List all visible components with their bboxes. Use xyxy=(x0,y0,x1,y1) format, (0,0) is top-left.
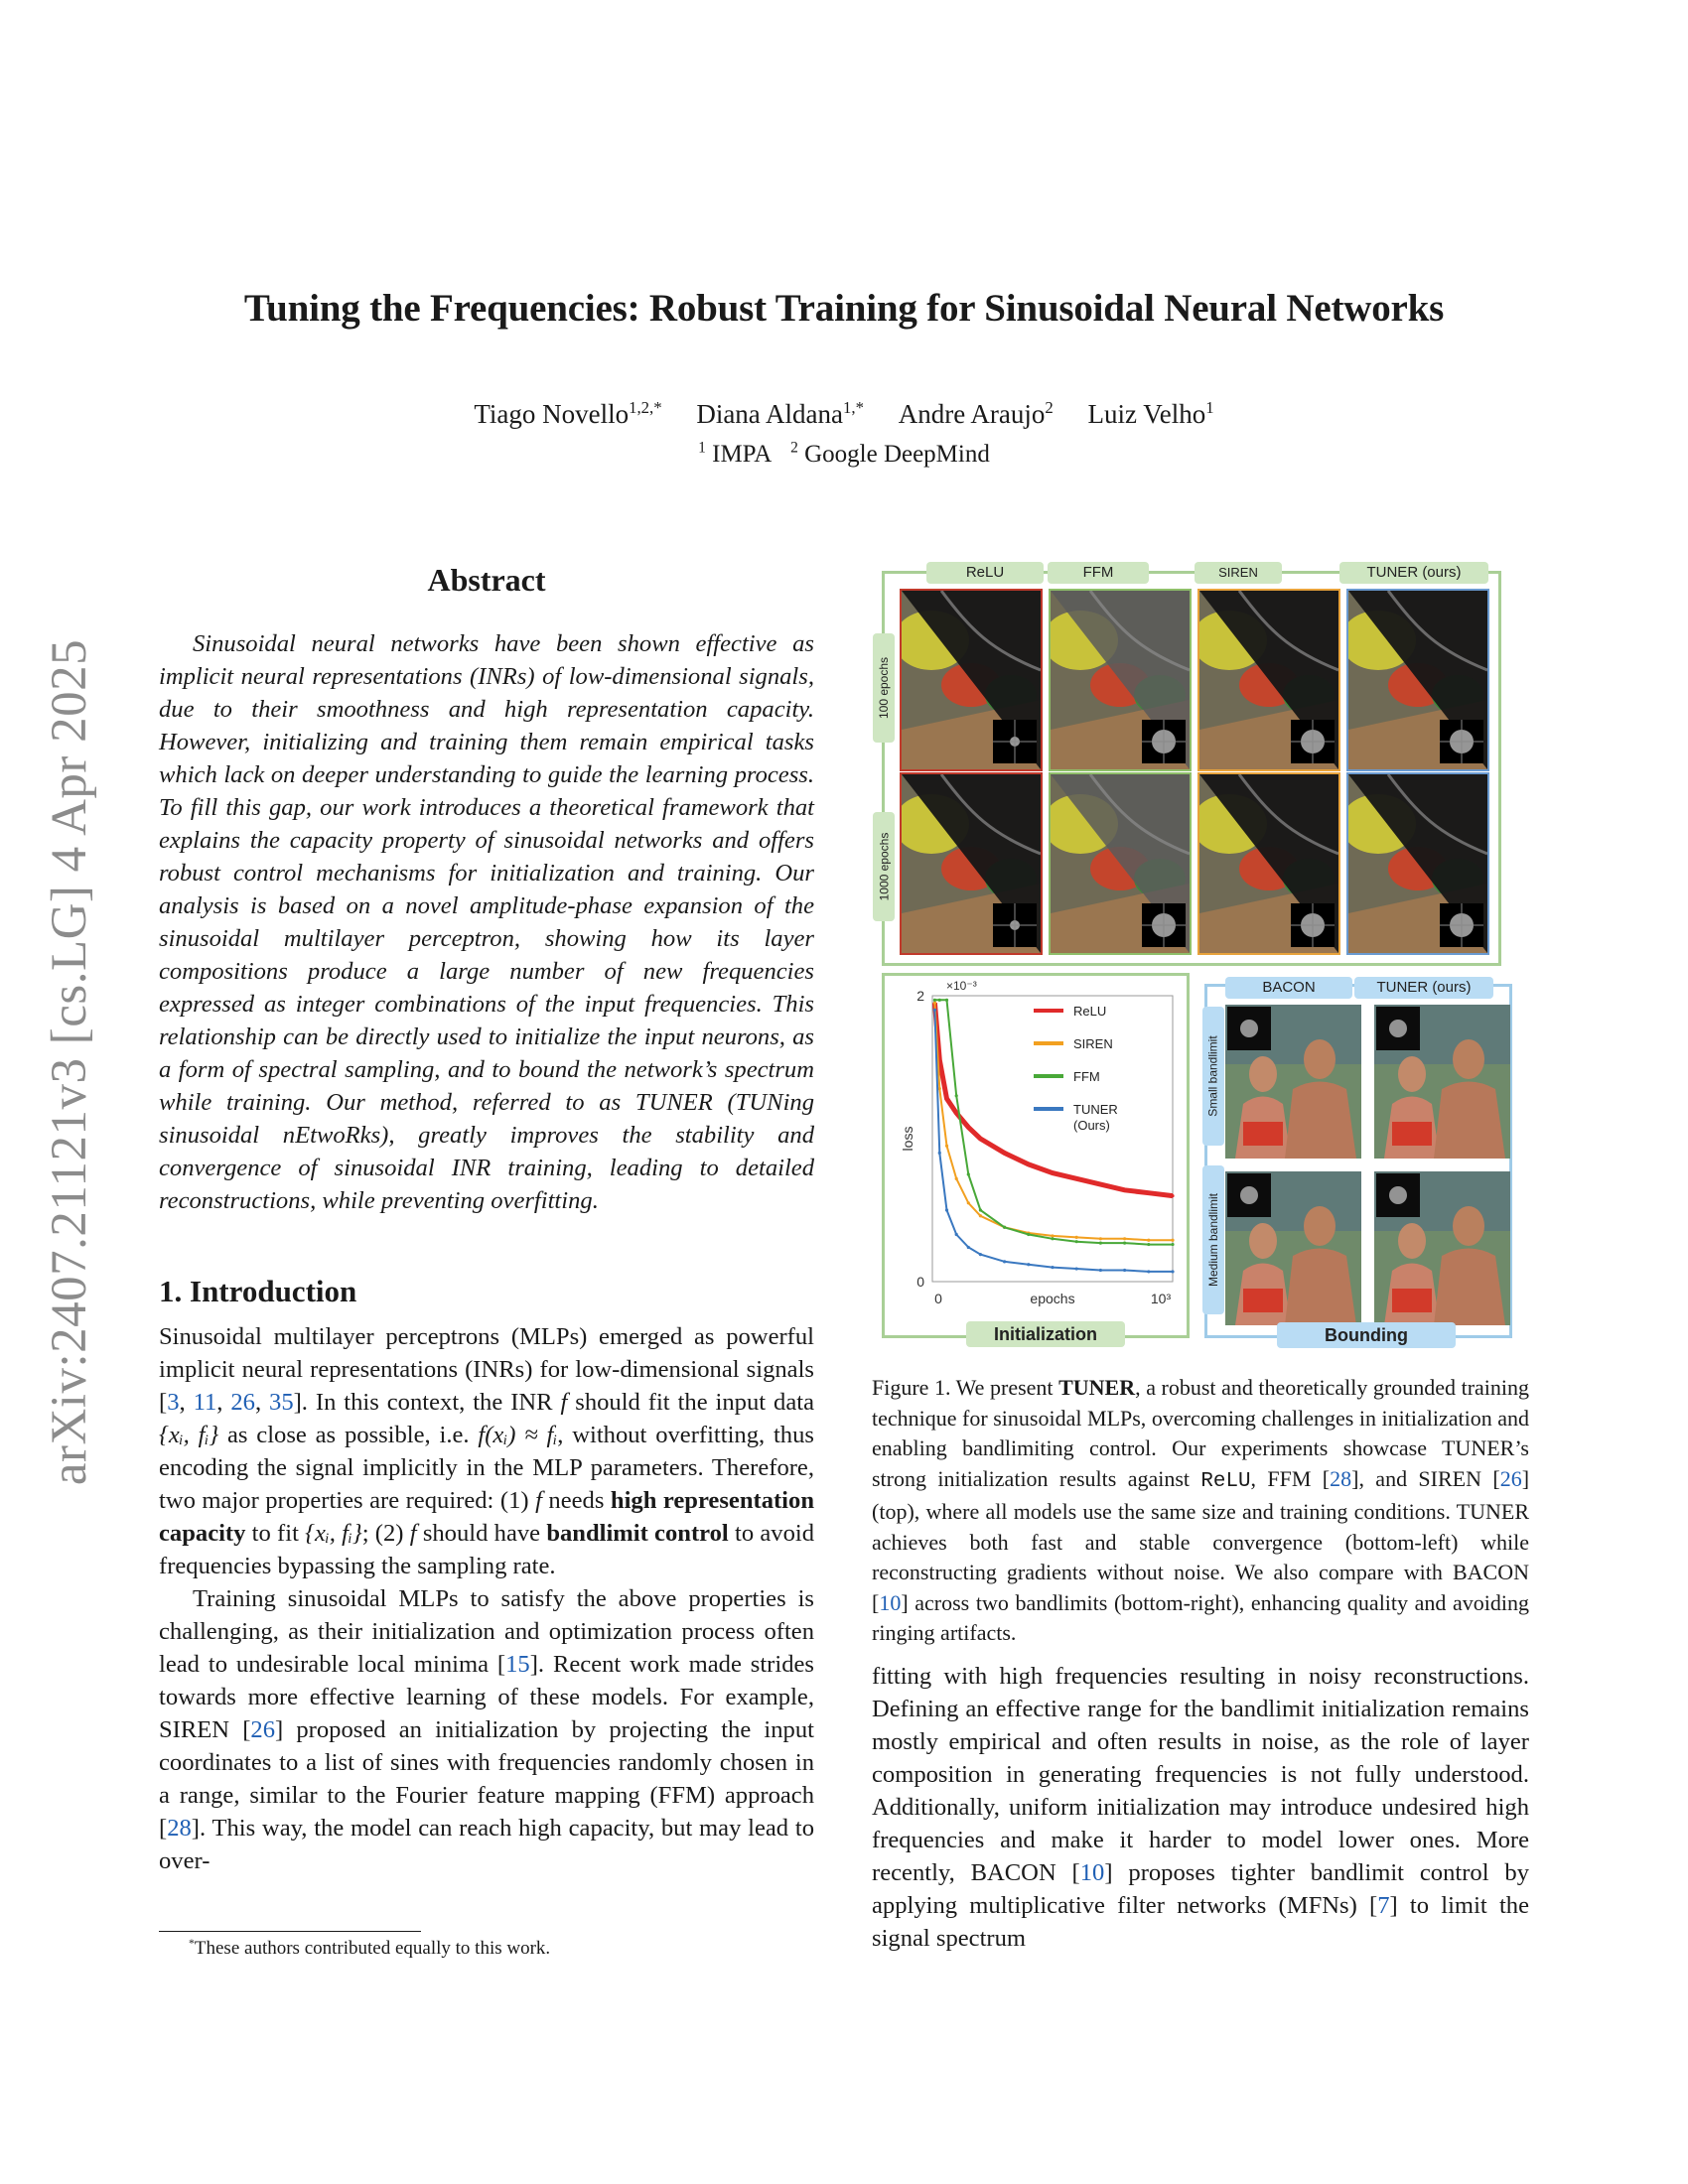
data-point xyxy=(1075,1177,1078,1180)
data-point xyxy=(1147,1191,1150,1194)
author-list xyxy=(159,399,1529,430)
intro-paragraph-1: Sinusoidal multilayer perceptrons (MLPs) emerged as powerful implicit neural representations (INRs) for low-dimensional signals [3, 11, 26, 35]. In this context, the INR f should fit the input data {xᵢ, fᵢ} as close as possible, i.e. f(xᵢ) ≈ fᵢ, without overfitting, thus encoding the signal implicitly in the MLP parameters. Therefore, two major properties are required: (1) f needs high representation capacity to fit {xᵢ, fᵢ}; (2) f should have bandlimit control to avoid frequencies bypassing the sampling rate. xyxy=(159,1323,814,1579)
comparison-tile xyxy=(1197,772,1340,955)
arxiv-stamp xyxy=(42,596,97,1529)
data-point xyxy=(1171,1243,1174,1246)
affil-sup: 2 xyxy=(790,439,798,457)
data-point xyxy=(1027,1233,1030,1236)
comparison-tile xyxy=(1346,772,1489,955)
author xyxy=(1088,399,1214,429)
legend-label: (Ours) xyxy=(1073,1118,1110,1133)
author-name: Tiago Novello xyxy=(474,399,630,429)
footnote-rule xyxy=(159,1931,421,1932)
column-label: BACON xyxy=(1225,977,1352,999)
data-point xyxy=(1147,1270,1150,1273)
series-line-1 xyxy=(934,1003,1173,1240)
data-point xyxy=(1099,1182,1102,1185)
data-point xyxy=(933,1002,936,1005)
y-scale-label: ×10⁻³ xyxy=(946,979,977,993)
column-label: TUNER (ours) xyxy=(1339,562,1488,584)
data-point xyxy=(1171,1270,1174,1273)
legend-label: SIREN xyxy=(1073,1036,1113,1051)
data-point xyxy=(979,1208,982,1211)
citation-link[interactable]: 7 xyxy=(1377,1892,1390,1919)
author-name: Diana Aldana xyxy=(696,399,844,429)
initialization-label: Initialization xyxy=(966,1321,1125,1347)
data-point xyxy=(1171,1239,1174,1242)
citation-link[interactable]: 11 xyxy=(193,1389,217,1416)
abstract-heading: Abstract xyxy=(427,562,546,598)
column-label: ReLU xyxy=(926,562,1044,584)
comparison-tile xyxy=(1197,589,1340,771)
citation-link[interactable]: 28 xyxy=(1330,1465,1352,1491)
data-point xyxy=(967,1172,970,1175)
data-point xyxy=(967,1126,970,1129)
author-sup: 1 xyxy=(1205,397,1214,417)
legend-label: FFM xyxy=(1073,1069,1100,1084)
data-point xyxy=(1171,1194,1174,1197)
footnote-mark: * xyxy=(189,1936,195,1950)
comparison-tile xyxy=(900,772,1043,955)
right-paragraph: fitting with high frequencies resulting in noisy reconstructions. Defining an effective range for the bandlimit initialization remains mostly empirical and often results in noise, as the role of layer composition in generating frequencies is not fully understood. Additionally, uniform initialization may introduce undesired high frequencies and make it harder to model lower ones. More recently, BACON [10] proposes tighter bandlimit control by applying multiplicative filter networks (MFNs) [7] to limit the signal spectrum xyxy=(872,1663,1530,1952)
citation-link[interactable]: 26 xyxy=(230,1389,255,1416)
footnote xyxy=(189,1938,550,1960)
bounding-photo xyxy=(1374,1005,1510,1159)
data-point xyxy=(1099,1242,1102,1245)
data-point xyxy=(955,1177,958,1180)
data-point xyxy=(945,1097,948,1100)
series-line-3 xyxy=(934,1010,1173,1272)
figure-top-panel xyxy=(877,564,1501,966)
comparison-tile xyxy=(900,589,1043,771)
bounding-photo xyxy=(1225,1005,1361,1159)
affil-sup: 1 xyxy=(698,439,706,457)
column-label: SIREN xyxy=(1195,562,1282,584)
citation-link[interactable]: 15 xyxy=(505,1651,530,1678)
data-point xyxy=(1051,1237,1054,1240)
data-point xyxy=(967,1201,970,1204)
section-heading-introduction: 1. Introduction xyxy=(159,1274,357,1308)
data-point xyxy=(1099,1269,1102,1272)
citation-link[interactable]: 26 xyxy=(1499,1465,1522,1491)
data-point xyxy=(945,999,948,1002)
author xyxy=(474,399,661,429)
data-point xyxy=(1147,1243,1150,1246)
data-point xyxy=(955,1094,958,1097)
figure-caption: Figure 1. We present TUNER, a robust and theoretically grounded training technique for sinusoidal MLPs, overcoming challenges in initialization and enabling bandlimiting control. Our experiments showcase TUNER’s strong initialization results against ReLU, FFM [28], and SIREN [26] (top), where all models use the same size and training conditions. TUNER achieves both fast and stable convergence (bottom-left) while reconstructing gradients without noise. We also compare with BACON [10] across two bandlimits (bottom-right), enhancing quality and avoiding ringing artifacts. xyxy=(872,1375,1530,1645)
data-point xyxy=(1027,1162,1030,1165)
data-point xyxy=(1003,1260,1006,1263)
data-point xyxy=(1075,1240,1078,1243)
data-point xyxy=(933,1009,936,1012)
data-point xyxy=(1075,1236,1078,1239)
y-axis-label: loss xyxy=(900,1126,915,1152)
data-point xyxy=(945,1208,948,1211)
column-label: FFM xyxy=(1048,562,1149,584)
affiliation: IMPA xyxy=(712,441,773,468)
x-axis-label: epochs xyxy=(1030,1291,1075,1306)
right-column-body xyxy=(872,1660,1529,1955)
affiliations xyxy=(159,441,1529,469)
data-point xyxy=(979,1253,982,1256)
loss-chart xyxy=(885,976,1187,1313)
data-point xyxy=(1123,1188,1126,1191)
data-point xyxy=(1147,1239,1150,1242)
abstract-body xyxy=(159,627,814,1217)
comparison-tile xyxy=(1049,589,1192,771)
data-point xyxy=(955,1111,958,1114)
x-tick-label: 0 xyxy=(934,1291,942,1306)
data-point xyxy=(1051,1234,1054,1237)
data-point xyxy=(979,1137,982,1140)
paper-title: Tuning the Frequencies: Robust Training for Sinusoidal Neural Networks xyxy=(243,287,1445,330)
author xyxy=(899,399,1054,429)
author xyxy=(696,399,864,429)
legend-label: ReLU xyxy=(1073,1004,1107,1019)
intro-paragraph-2: Training sinusoidal MLPs to satisfy the above properties is challenging, as their initialization and optimization process often lead to undesirable local minima [15]. Recent work made strides towards more effective learning of these models. For example, SIREN [26] proposed an initialization by projecting the input coordinates to a list of sines with frequencies randomly chosen in a range, similar to the Fourier feature mapping (FFM) approach [28]. This way, the model can reach high capacity, but may lead to over- xyxy=(159,1585,814,1874)
data-point xyxy=(933,999,936,1002)
row-label: 1000 epochs xyxy=(873,812,895,921)
data-point xyxy=(1027,1263,1030,1266)
citation-link[interactable]: 26 xyxy=(250,1716,276,1743)
author-sup: 2 xyxy=(1045,397,1054,417)
data-point xyxy=(938,1152,941,1155)
abstract-paragraph: Sinusoidal neural networks have been shown effective as implicit neural representations (INRs) of low-dimensional signals, due to their smoothness and high representation capacity. However, initializing and training them remain empirical tasks which lack on deeper understanding to guide the learning process. To fill this gap, our work introduces a theoretical framework that explains the capacity property of sinusoidal networks and offers robust control mechanisms for initialization and training. Our analysis is based on a novel amplitude-phase expansion of the sinusoidal multilayer perceptron, showing how its layer compositions produce a large number of new frequencies expressed as integer combinations of the input frequencies. This relationship can be directly used to initialize the input neurons, as a form of spectral sampling, and to bound the network’s spectrum while training. Our method, referred to as TUNER (TUNing sinusoidal nEtwoRks), greatly improves the stability and convergence of sinusoidal INR training, leading to detailed reconstructions, while preventing overfitting. xyxy=(159,630,814,1214)
citation-link[interactable]: 35 xyxy=(269,1389,294,1416)
author-sup: 1,2,* xyxy=(629,397,662,417)
data-point xyxy=(1123,1269,1126,1272)
bounding-photo xyxy=(1225,1171,1361,1325)
data-point xyxy=(1003,1226,1006,1229)
citation-link[interactable]: 10 xyxy=(1079,1859,1105,1886)
citation-link[interactable]: 10 xyxy=(879,1589,902,1615)
data-point xyxy=(1123,1242,1126,1245)
footnote-text: These authors contributed equally to this work. xyxy=(194,1938,551,1959)
bounding-photo xyxy=(1374,1171,1510,1325)
data-point xyxy=(1099,1237,1102,1240)
citation-link[interactable]: 28 xyxy=(167,1815,192,1842)
data-point xyxy=(938,1087,941,1090)
author-sup: 1,* xyxy=(843,397,864,417)
bounding-label: Bounding xyxy=(1277,1322,1456,1348)
figure-initialization-panel xyxy=(882,973,1190,1344)
legend-label: TUNER xyxy=(1073,1102,1118,1117)
data-point xyxy=(1051,1171,1054,1174)
data-point xyxy=(1003,1152,1006,1155)
column-label: TUNER (ours) xyxy=(1354,977,1493,999)
data-point xyxy=(967,1246,970,1249)
row-label: 100 epochs xyxy=(873,633,895,743)
row-label: Medium bandlimit xyxy=(1202,1165,1224,1314)
citation-link[interactable]: 3 xyxy=(167,1389,180,1416)
affiliation: Google DeepMind xyxy=(804,441,990,468)
comparison-tile xyxy=(1049,772,1192,955)
data-point xyxy=(1075,1267,1078,1270)
intro-body xyxy=(159,1320,814,1877)
data-point xyxy=(979,1214,982,1217)
author-name: Luiz Velho xyxy=(1087,399,1206,429)
data-point xyxy=(955,1233,958,1236)
arxiv-stamp-text: arXiv:2407.21121v3 [cs.LG] 4 Apr 2025 xyxy=(42,638,97,1486)
series-line-0 xyxy=(934,1003,1173,1195)
series-line-2 xyxy=(934,1000,1173,1244)
figure-bounding-panel xyxy=(1204,979,1512,1345)
data-point xyxy=(1051,1266,1054,1269)
data-point xyxy=(938,999,941,1002)
data-point xyxy=(945,1145,948,1148)
comparison-tile xyxy=(1346,589,1489,771)
row-label: Small bandlimit xyxy=(1202,1007,1224,1146)
y-tick-label: 0 xyxy=(916,1274,924,1290)
x-tick-label: 10³ xyxy=(1150,1291,1172,1306)
y-tick-label: 2 xyxy=(916,988,924,1004)
data-point xyxy=(1123,1237,1126,1240)
author-name: Andre Araujo xyxy=(898,399,1046,429)
